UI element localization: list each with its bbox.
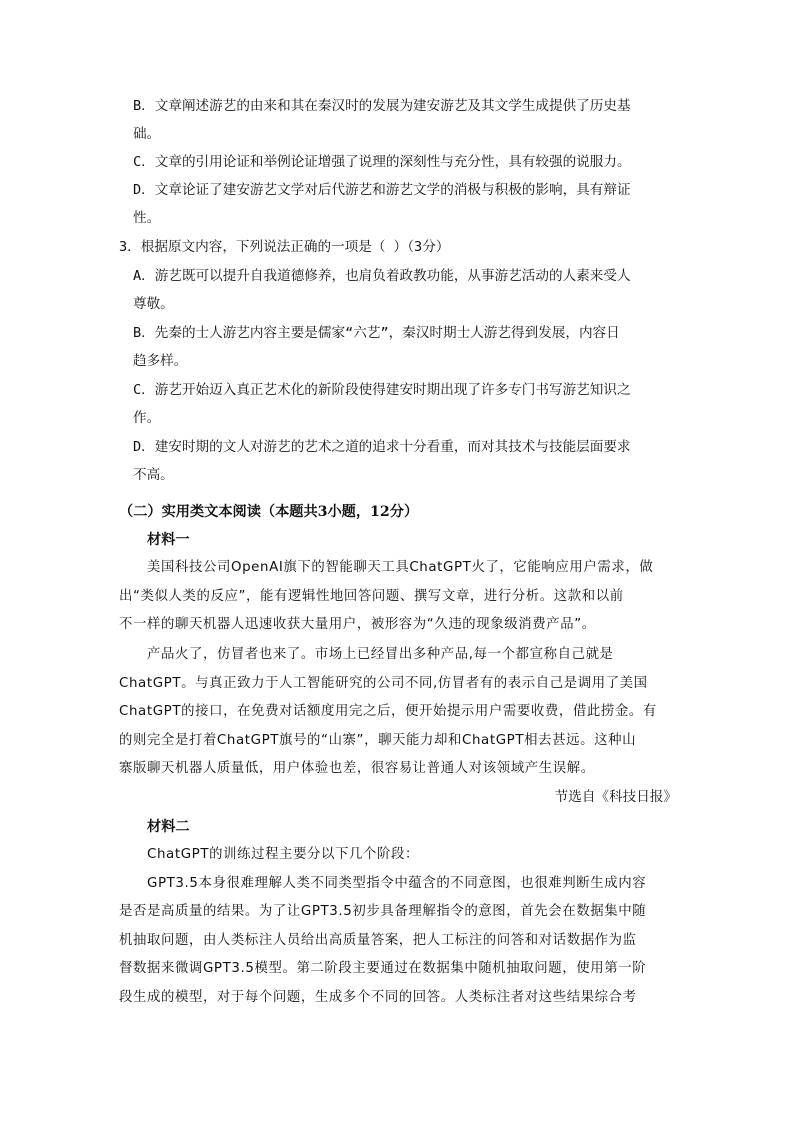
q2-option-d-line2: 性。	[133, 210, 161, 226]
material1-line: 的则完全是打着ChatGPT旗号的“山寨”，聊天能力却和ChatGPT相去甚远。这种山	[119, 733, 637, 748]
material1-line: 产品火了，仿冒者也来了。市场上已经冒出多种产品,每一个都宣称自己就是	[147, 647, 614, 662]
material1-line: ChatGPT的接口，在免费对话额度用完之后，便开始提示用户需要收费，借此捞金。有	[119, 704, 657, 719]
q3-option-c-line2: 作。	[133, 410, 161, 426]
q3-option-b-line1: B．先秦的士人游艺内容主要是儒家“六艺”，秦汉时期士人游艺得到发展，内容日	[133, 325, 620, 341]
section-heading: （二）实用类文本阅读（本题共3小题，12分）	[119, 504, 419, 520]
material1-line: ChatGPT。与真正致力于人工智能研究的公司不同,仿冒者有的表示自己是调用了美国	[119, 676, 648, 691]
q2-option-b-line2: 础。	[133, 126, 161, 142]
material2-line: ChatGPT的训练过程主要分以下几个阶段：	[147, 847, 419, 862]
q3-option-b-line2: 趋多样。	[133, 353, 188, 369]
material1-line: 寨版聊天机器人质量低，用户体验也差，很容易让普通人对该领域产生误解。	[119, 761, 595, 776]
q3-option-a-line1: A．游艺既可以提升自我道德修养，也肩负着政教功能，从事游艺活动的人素来受人	[133, 268, 631, 284]
material2-line: GPT3.5本身很难理解人类不同类型指令中蕴含的不同意图，也很难判断生成内容	[147, 876, 647, 891]
material2-line: 机抽取问题，由人类标注人员给出高质量答案，把人工标注的问答和对话数据作为监	[119, 933, 637, 948]
q3-option-d-line2: 不高。	[133, 467, 174, 483]
material1-line: 不一样的聊天机器人迅速收获大量用户，被形容为“久违的现象级消费产品”。	[119, 617, 596, 632]
q2-option-c: C．文章的引用论证和举例论证增强了说理的深刻性与充分性，具有较强的说服力。	[133, 154, 631, 170]
material1-source: 节选自《科技日报》	[554, 789, 677, 805]
material1-title: 材料一	[147, 532, 190, 548]
q3-stem: 3．根据原文内容，下列说法正确的一项是（ ）（3分）	[119, 239, 450, 255]
q2-option-d-line1: D．文章论证了建安游艺文学对后代游艺和游艺文学的消极与积极的影响，具有辩证	[133, 182, 631, 198]
material1-line: 美国科技公司OpenAI旗下的智能聊天工具ChatGPT火了，它能响应用户需求，做	[147, 560, 654, 575]
material2-line: 督数据来微调GPT3.5模型。第二阶段主要通过在数据集中随机抽取问题，使用第一阶	[119, 961, 647, 976]
material2-title: 材料二	[147, 819, 190, 835]
q3-option-c-line1: C．游艺开始迈入真正艺术化的新阶段使得建安时期出现了许多专门书写游艺知识之	[133, 382, 631, 398]
q3-option-d-line1: D．建安时期的文人对游艺的艺术之道的追求十分看重，而对其技术与技能层面要求	[133, 439, 631, 455]
q3-option-a-line2: 尊敬。	[133, 296, 174, 312]
q2-option-b-line1: B．文章阐述游艺的由来和其在秦汉时的发展为建安游艺及其文学生成提供了历史基	[133, 98, 631, 114]
material2-line: 是否是高质量的结果。为了让GPT3.5初步具备理解指令的意图，首先会在数据集中随	[119, 904, 647, 919]
material1-line: 出“类似人类的反应”，能有逻辑性地回答问题、撰写文章，进行分析。这款和以前	[119, 589, 624, 604]
material2-line: 段生成的模型，对于每个问题，生成多个不同的回答。人类标注者对这些结果综合考	[119, 990, 637, 1005]
